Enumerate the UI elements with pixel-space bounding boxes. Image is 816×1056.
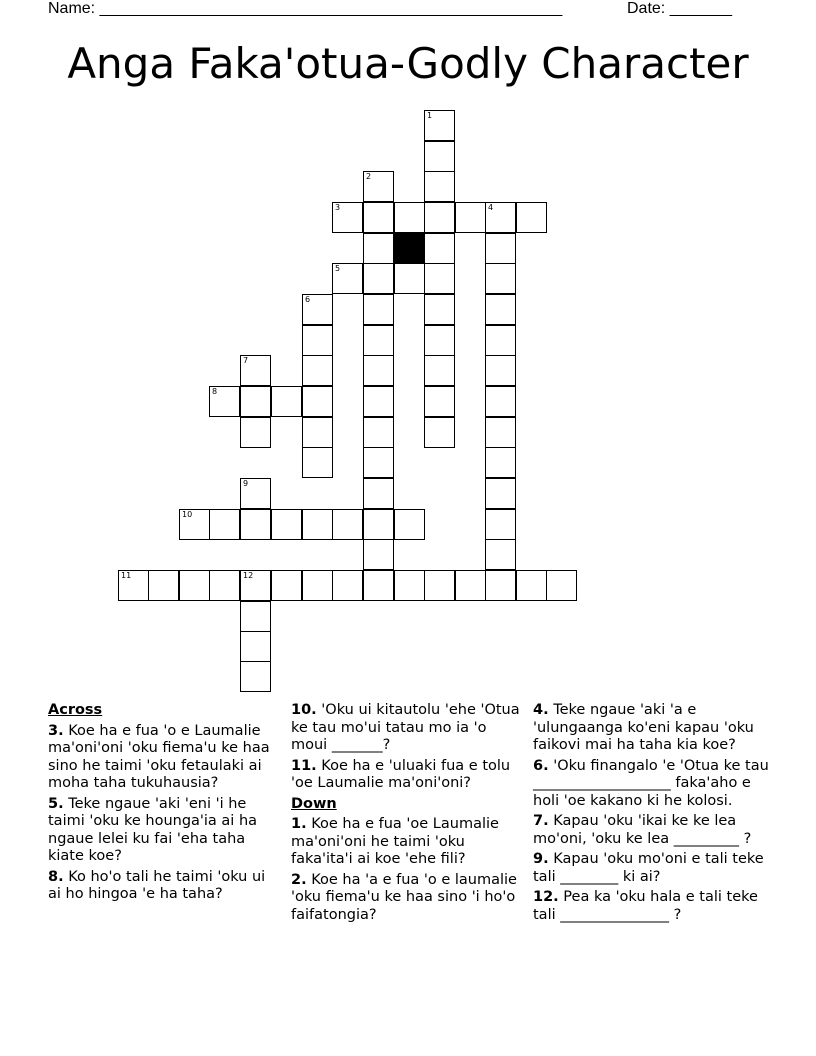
crossword-cell[interactable] (363, 539, 394, 570)
down-clue-4: 4. Teke ngaue 'aki 'a e 'ulungaanga ko'eni kapau 'oku faikovi mai ha taha kia koe? (533, 702, 754, 753)
clues-column-1 (48, 702, 280, 907)
crossword-cell[interactable] (363, 478, 394, 509)
crossword-cell[interactable] (424, 570, 455, 601)
crossword-cell[interactable] (363, 233, 394, 264)
crossword-cell[interactable] (271, 386, 302, 417)
crossword-cell[interactable] (424, 386, 455, 417)
crossword-cell[interactable] (424, 263, 455, 294)
crossword-cell[interactable] (240, 386, 271, 417)
crossword-cell[interactable] (332, 263, 363, 294)
crossword-cell[interactable] (148, 570, 179, 601)
crossword-cell[interactable] (271, 570, 302, 601)
clue-number: 11 (121, 571, 132, 580)
crossword-cell[interactable] (485, 478, 516, 509)
crossword-cell[interactable] (118, 570, 149, 601)
crossword-cell[interactable] (240, 355, 271, 386)
down-clue-2: 2. Koe ha 'a e fua 'o e laumalie 'oku fiema'u ke haa sino 'i ho'o faifatongia? (291, 871, 517, 923)
clue-number: 12 (243, 571, 254, 580)
crossword-cell[interactable] (546, 570, 577, 601)
clues-column-3 (533, 702, 769, 927)
crossword-cell[interactable] (363, 325, 394, 356)
crossword-cell[interactable] (363, 355, 394, 386)
crossword-cell[interactable] (485, 294, 516, 325)
clue-number: 1 (427, 111, 433, 120)
crossword-cell[interactable] (302, 417, 333, 448)
crossword-cell[interactable] (485, 386, 516, 417)
down-clue-1: 1. Koe ha e fua 'oe Laumalie ma'oni'oni he taimi 'oku faka'ita'i ai koe 'ehe fili? (291, 816, 499, 867)
crossword-cell[interactable] (302, 355, 333, 386)
crossword-cell[interactable] (240, 478, 271, 509)
crossword-cell[interactable] (240, 509, 271, 540)
name-field-label: Name: ____________________________________________________ (48, 0, 563, 17)
crossword-cell[interactable] (424, 417, 455, 448)
crossword-cell[interactable] (302, 325, 333, 356)
crossword-cell[interactable] (363, 263, 394, 294)
clue-number: 3 (335, 203, 341, 212)
crossword-cell[interactable] (209, 509, 240, 540)
crossword-cell[interactable] (424, 171, 455, 202)
down-clue-6: 6. 'Oku finangalo 'e 'Otua ke tau ___________________ faka'aho e holi 'oe kakano ki he kolosi. (533, 757, 769, 809)
crossword-cell[interactable] (271, 509, 302, 540)
crossword-cell[interactable] (363, 171, 394, 202)
clue-number: 2 (366, 172, 372, 181)
crossword-cell[interactable] (302, 386, 333, 417)
crossword-cell[interactable] (332, 202, 363, 233)
crossword-cell[interactable] (485, 447, 516, 478)
crossword-cell[interactable] (209, 570, 240, 601)
crossword-cell[interactable] (363, 417, 394, 448)
crossword-cell[interactable] (209, 386, 240, 417)
down-clue-9: 9. Kapau 'oku mo'oni e tali teke tali ________ ki ai? (533, 851, 764, 885)
clue-number: 5 (335, 264, 341, 273)
crossword-cell[interactable] (516, 202, 547, 233)
crossword-cell[interactable] (424, 355, 455, 386)
crossword-cell[interactable] (424, 202, 455, 233)
crossword-cell[interactable] (485, 202, 516, 233)
crossword-cell[interactable] (424, 141, 455, 172)
crossword-cell[interactable] (394, 509, 425, 540)
crossword-cell[interactable] (363, 570, 394, 601)
crossword-cell[interactable] (485, 539, 516, 570)
crossword-cell[interactable] (240, 417, 271, 448)
crossword-cell[interactable] (302, 570, 333, 601)
crossword-cell[interactable] (240, 631, 271, 662)
crossword-cell[interactable] (332, 509, 363, 540)
down-heading: Down (291, 795, 337, 812)
crossword-cell[interactable] (363, 509, 394, 540)
clue-number: 9 (243, 479, 249, 488)
across-clue-5: 5. Teke ngaue 'aki 'eni 'i he taimi 'oku ke hounga'ia ai ha ngaue lelei ku fai 'eha taha kiate koe? (48, 795, 258, 864)
down-clue-12: 12. Pea ka 'oku hala e tali teke tali _______________ ? (533, 889, 758, 923)
crossword-cell[interactable] (455, 570, 486, 601)
clue-number: 7 (243, 356, 249, 365)
crossword-cell[interactable] (485, 355, 516, 386)
across-clue-11: 11. Koe ha e 'uluaki fua e tolu 'oe Laumalie ma'oni'oni? (291, 757, 511, 791)
crossword-cell[interactable] (485, 570, 516, 601)
crossword-cell[interactable] (485, 263, 516, 294)
black-square (394, 233, 425, 264)
crossword-cell[interactable] (394, 202, 425, 233)
crossword-cell[interactable] (485, 233, 516, 264)
crossword-cell[interactable] (455, 202, 486, 233)
across-heading: Across (48, 702, 103, 718)
crossword-cell[interactable] (302, 509, 333, 540)
page-title: Anga Faka'otua-Godly Character (67, 39, 749, 88)
crossword-cell[interactable] (363, 447, 394, 478)
crossword-cell[interactable] (240, 601, 271, 632)
clues-column-2 (291, 702, 525, 927)
across-clue-3: 3. Koe ha e fua 'o e Laumalie ma'oni'oni 'oku fiema'u ke haa sino he taimi 'oku fetaulaki ai moha taha tukuhausia? (48, 722, 270, 791)
crossword-cell[interactable] (240, 661, 271, 692)
crossword-cell[interactable] (424, 325, 455, 356)
crossword-cell[interactable] (485, 325, 516, 356)
date-field-label: Date: _______ (627, 0, 732, 17)
crossword-cell[interactable] (363, 202, 394, 233)
across-clue-8: 8. Ko ho'o tali he taimi 'oku ui ai ho hingoa 'e ha taha? (48, 868, 266, 902)
clue-number: 8 (212, 387, 218, 396)
crossword-cell[interactable] (332, 570, 363, 601)
crossword-cell[interactable] (424, 233, 455, 264)
clue-number: 6 (305, 295, 311, 304)
crossword-cell[interactable] (302, 447, 333, 478)
crossword-cell[interactable] (424, 294, 455, 325)
crossword-cell[interactable] (179, 509, 210, 540)
clue-number: 10 (182, 510, 193, 519)
down-clue-7: 7. Kapau 'oku 'ikai ke ke lea mo'oni, 'oku ke lea _________ ? (533, 813, 752, 847)
crossword-cell[interactable] (516, 570, 547, 601)
crossword-cell[interactable] (485, 417, 516, 448)
crossword-cell[interactable] (302, 294, 333, 325)
crossword-cell[interactable] (179, 570, 210, 601)
crossword-cell[interactable] (424, 110, 455, 141)
across-clue-10: 10. 'Oku ui kitautolu 'ehe 'Otua ke tau mo'ui tatau mo ia 'o moui _______? (291, 702, 520, 753)
crossword-cell[interactable] (394, 570, 425, 601)
crossword-cell[interactable] (240, 570, 271, 601)
crossword-cell[interactable] (363, 294, 394, 325)
clue-number: 4 (488, 203, 494, 212)
crossword-cell[interactable] (485, 509, 516, 540)
crossword-cell[interactable] (363, 386, 394, 417)
crossword-cell[interactable] (394, 263, 425, 294)
